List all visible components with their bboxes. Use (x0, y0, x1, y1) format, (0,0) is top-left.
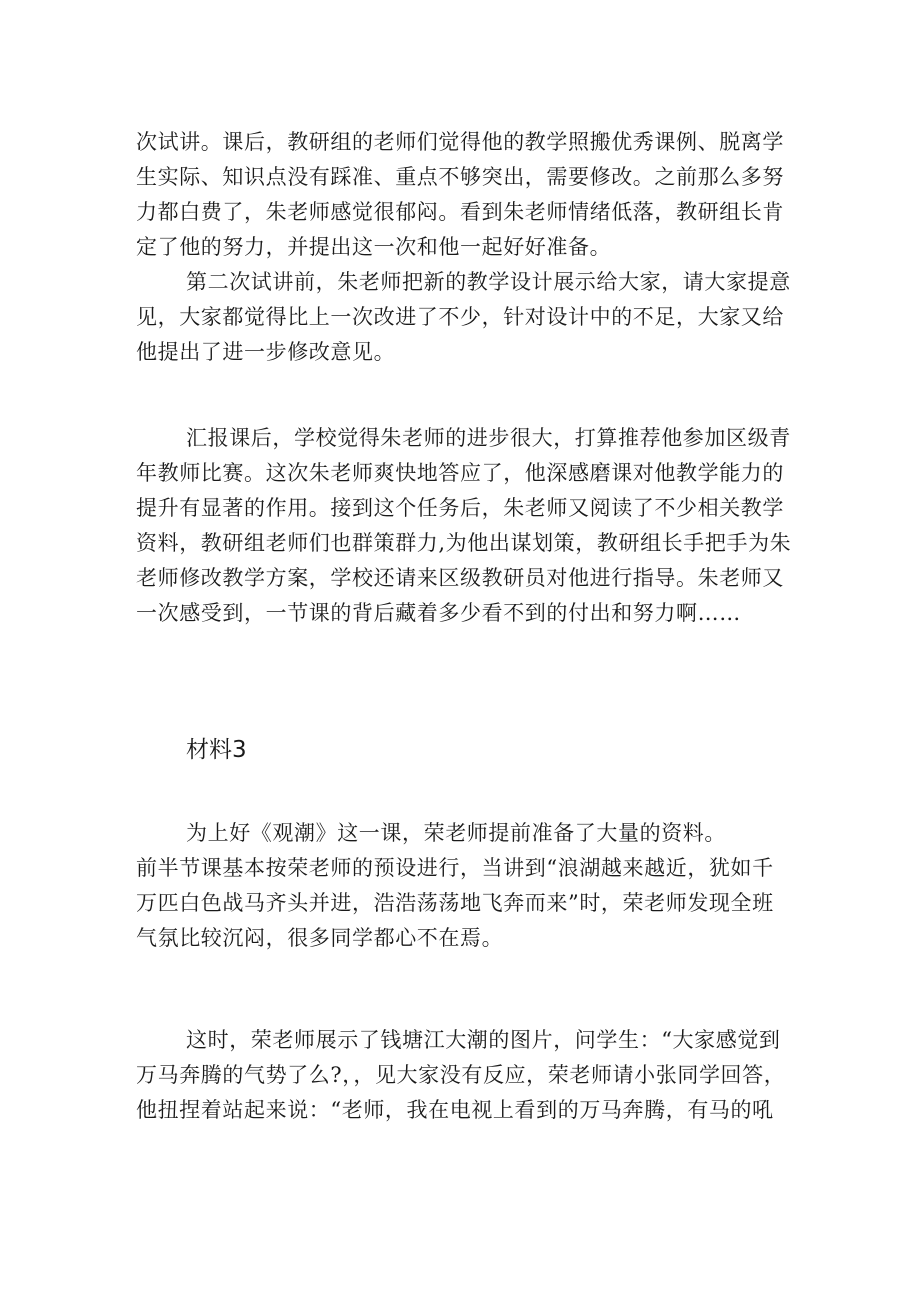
paragraph-line: 汇报课后，学校觉得朱老师的进步很大，打算推荐他参加区级青 (186, 426, 791, 450)
paragraph-line: 为上好《观潮》这一课，荣老师提前准备了大量的资料。 (186, 821, 726, 845)
paragraph-line: 生实际、知识点没有踩准、重点不够突出，需要修改。之前那么多努 (136, 165, 784, 189)
paragraph-line: 万匹白色战马齐头并进，浩浩荡荡地飞奔而来”时，荣老师发现全班 (136, 891, 774, 915)
paragraph-line: 力都白费了，朱老师感觉很郁闷。看到朱老师情绪低落，教研组长肯 (136, 200, 784, 224)
paragraph-line: 年教师比赛。这次朱老师爽快地答应了，他深感磨课对他教学能力的 (136, 461, 784, 485)
paragraph-line: 前半节课基本按荣老师的预设进行，当讲到“浪湖越来越近，犹如千 (136, 856, 774, 880)
paragraph-line: 气氛比较沉闷，很多同学都心不在焉。 (136, 926, 504, 950)
paragraph-line: 老师修改教学方案，学校还请来区级教研员对他进行指导。朱老师又 (136, 566, 784, 590)
paragraph-line: 万马奔腾的气势了么?，，见大家没有反应，荣老师请小张同学回答， (136, 1063, 786, 1087)
paragraph-line: 他扭捏着站起来说：“老师，我在电视上看到的万马奔腾，有马的吼 (136, 1098, 774, 1122)
section-heading: 材料3 (186, 737, 247, 763)
paragraph-line: 他提出了进一步修改意见。 (136, 340, 396, 364)
paragraph-line: 一次感受到，一节课的背后藏着多少看不到的付出和努力啊…… (136, 601, 741, 625)
paragraph-line: 见，大家都觉得比上一次改进了不少，针对设计中的不足，大家又给 (136, 305, 784, 329)
paragraph-line: 提升有显著的作用。接到这个任务后，朱老师又阅读了不少相关教学 (136, 496, 784, 520)
paragraph-line: 这时，荣老师展示了钱塘江大潮的图片，问学生：“大家感觉到 (186, 1028, 781, 1052)
paragraph-line: 资料，教研组老师们也群策群力,为他出谋划策，教研组长手把手为朱 (136, 531, 792, 555)
paragraph-line: 次试讲。课后，教研组的老师们觉得他的教学照搬优秀课例、脱离学 (136, 130, 784, 154)
paragraph-line: 第二次试讲前，朱老师把新的教学设计展示给大家，请大家提意 (186, 270, 791, 294)
paragraph-line: 定了他的努力，并提出这一次和他一起好好准备。 (136, 235, 612, 259)
